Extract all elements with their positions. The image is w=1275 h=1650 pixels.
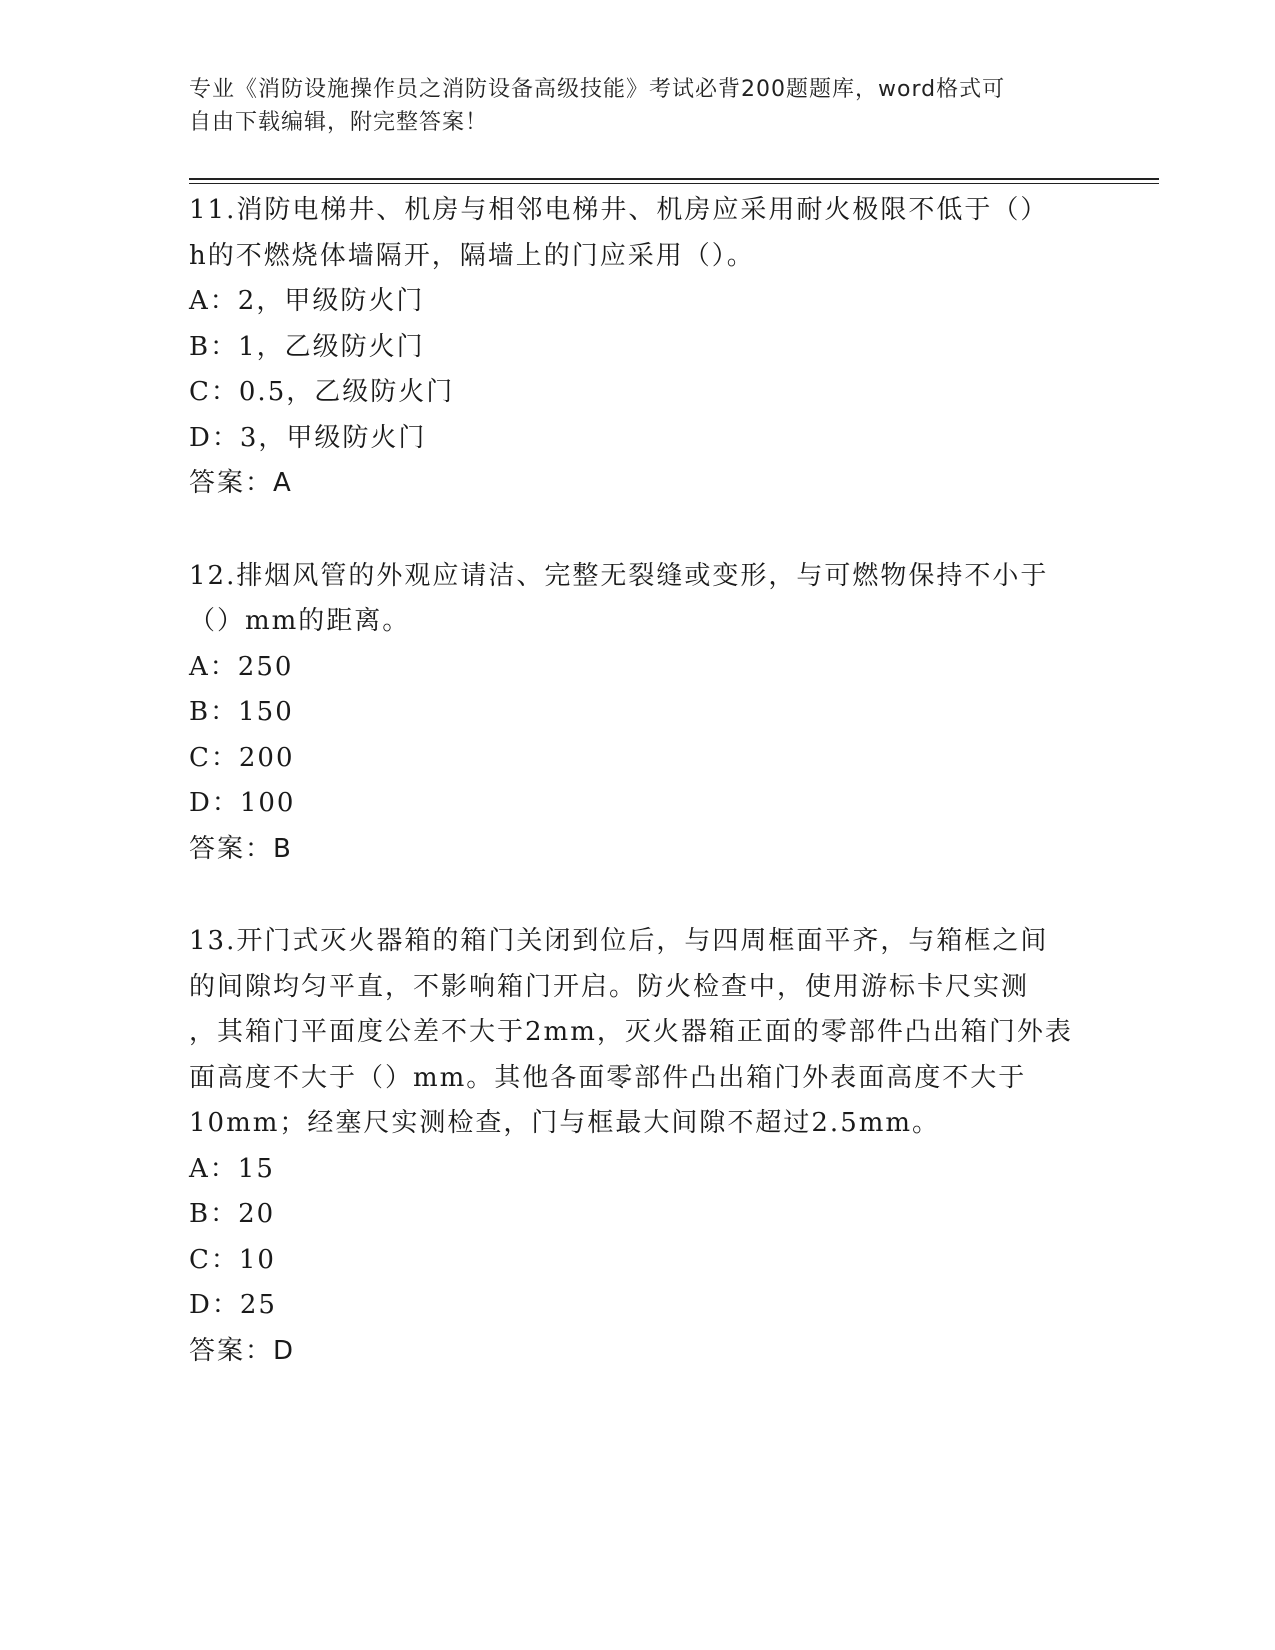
question-13 — [189, 919, 1089, 1374]
header-divider-thin — [189, 183, 1159, 184]
answer-label: 答案：A — [189, 468, 293, 498]
question-12 — [189, 554, 1089, 873]
option-a: A：2，甲级防火门 — [189, 286, 425, 316]
option-a: A：250 — [189, 651, 294, 682]
header-line-1: 专业《消防设施操作员之消防设备高级技能》考试必背200题题库，word格式可 — [189, 77, 1006, 102]
question-text-line: ，其箱门平面度公差不大于2mm，灭火器箱正面的零部件凸出箱门外表 — [189, 1017, 1073, 1047]
option-a: A：15 — [189, 1153, 275, 1184]
header-divider-thick — [189, 178, 1159, 180]
option-c: C：0.5，乙级防火门 — [189, 377, 455, 407]
header-line-2: 自由下载编辑，附完整答案！ — [189, 110, 489, 135]
question-text-line: 面高度不大于（）mm。其他各面零部件凸出箱门外表面高度不大于 — [189, 1062, 1027, 1093]
question-text — [189, 919, 1089, 1147]
option-b: B：20 — [189, 1199, 276, 1229]
question-text — [189, 188, 1089, 279]
option-b: B：1，乙级防火门 — [189, 331, 425, 362]
option-c: C：200 — [189, 742, 295, 773]
option-d: D：3，甲级防火门 — [189, 422, 427, 453]
question-text-line: 13.开门式灭火器箱的箱门关闭到位后，与四周框面平齐，与箱框之间 — [189, 926, 1049, 956]
question-text-line: 12.排烟风管的外观应请洁、完整无裂缝或变形，与可燃物保持不小于 — [189, 560, 1049, 591]
question-text-line: 11.消防电梯井、机房与相邻电梯井、机房应采用耐火极限不低于（） — [189, 195, 1049, 225]
question-list — [189, 188, 1089, 1421]
option-d: D：25 — [189, 1290, 277, 1320]
question-text-line: 的间隙均匀平直，不影响箱门开启。防火检查中，使用游标卡尺实测 — [189, 971, 1030, 1002]
option-b: B：150 — [189, 697, 294, 727]
question-text-line: h的不燃烧体墙隔开，隔墙上的门应采用（）。 — [189, 240, 755, 271]
option-c: C：10 — [189, 1244, 276, 1275]
answer-label: 答案：D — [189, 1335, 296, 1366]
answer-label: 答案：B — [189, 833, 293, 864]
question-text-line: 10mm；经塞尺实测检查，门与框最大间隙不超过2.5mm。 — [189, 1108, 941, 1138]
question-text — [189, 554, 1089, 645]
document-header — [189, 73, 1069, 139]
question-text-line: （）mm的距离。 — [189, 606, 411, 636]
question-11 — [189, 188, 1089, 507]
option-d: D：100 — [189, 788, 296, 818]
